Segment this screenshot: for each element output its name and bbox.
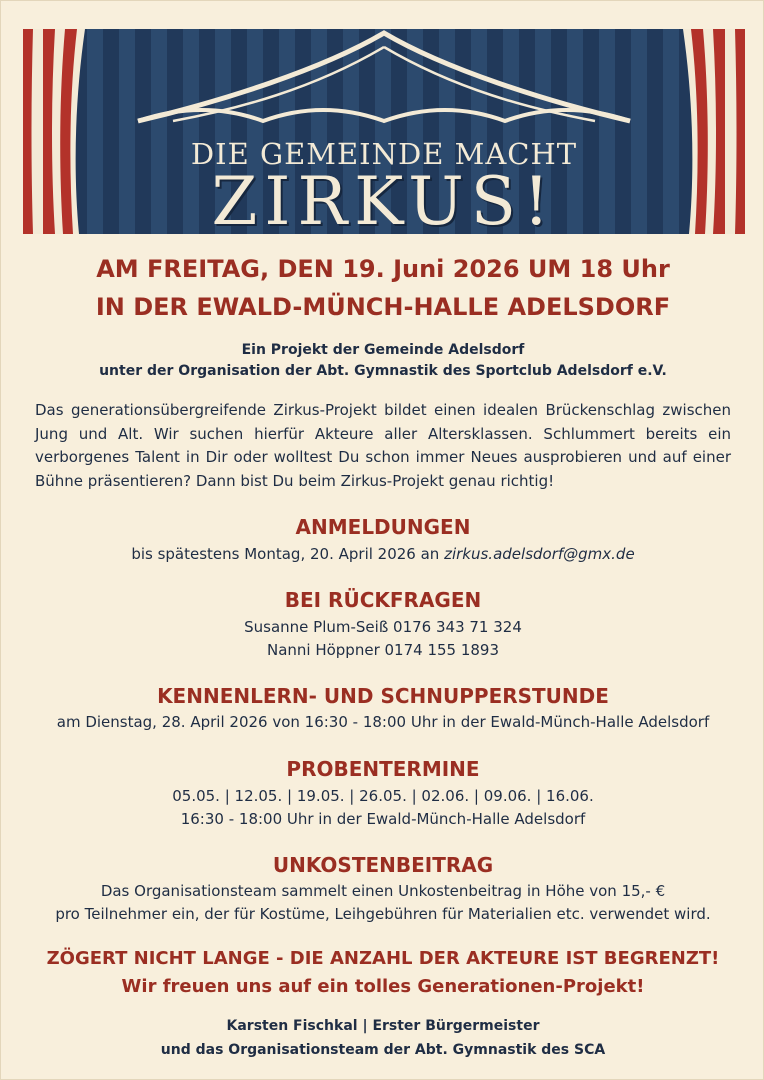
closing-message: Wir freuen uns auf ein tolles Generationen-Projekt! <box>121 976 645 997</box>
registration-email[interactable]: zirkus.adelsdorf@gmx.de <box>444 545 635 563</box>
intro-paragraph: Das generationsübergreifende Zirkus-Projekt bildet einen idealen Brückenschlag zwischen Jung und Alt. Wir suchen hierfür Akteure aller Altersklassen. Schlummert bereits ein verborgenes Talent in Dir oder wolltest Du schon immer Neues ausprobieren und auf einer Bühne präsentieren? Dann bist Du beim Zirkus-Projekt genau richtig! <box>35 401 731 490</box>
fee-line-1: Das Organisationsteam sammelt einen Unkostenbeitrag in Höhe von 15,- € <box>100 882 666 900</box>
signature-line-2: und das Organisationsteam der Abt. Gymnastik des SCA <box>160 1042 606 1058</box>
intro-session-heading: KENNENLERN- UND SCHNUPPERSTUNDE <box>157 684 609 708</box>
circus-banner <box>23 29 745 234</box>
registration-heading: ANMELDUNGEN <box>295 515 471 539</box>
rehearsal-time: 16:30 - 18:00 Uhr in der Ewald-Münch-Halle Adelsdorf <box>180 810 586 828</box>
rehearsal-dates: 05.05. | 12.05. | 19.05. | 26.05. | 02.06. | 09.06. | 16.06. <box>172 787 594 805</box>
banner-title: ZIRKUS! <box>211 163 557 234</box>
project-line-2: unter der Organisation der Abt. Gymnastik des Sportclub Adelsdorf e.V. <box>99 363 667 379</box>
intro-session-text: am Dienstag, 28. April 2026 von 16:30 - 18:00 Uhr in der Ewald-Münch-Halle Adelsdorf <box>56 713 710 731</box>
questions-heading: BEI RÜCKFRAGEN <box>284 588 482 612</box>
contact-2: Nanni Höppner 0174 155 1893 <box>266 641 500 659</box>
registration-deadline: bis spätestens Montag, 20. April 2026 an <box>131 545 445 563</box>
signature-line-1: Karsten Fischkal | Erster Bürgermeister <box>226 1018 540 1034</box>
event-location: IN DER EWALD-MÜNCH-HALLE ADELSDORF <box>95 293 671 321</box>
fee-heading: UNKOSTENBEITRAG <box>272 853 494 877</box>
project-line-1: Ein Projekt der Gemeinde Adelsdorf <box>241 342 525 358</box>
rehearsals-heading: PROBENTERMINE <box>286 757 480 781</box>
contact-1: Susanne Plum-Seiß 0176 343 71 324 <box>244 618 522 636</box>
fee-line-2: pro Teilnehmer ein, der für Kostüme, Leihgebühren für Materialien etc. verwendet wird. <box>55 905 711 923</box>
closing-warning: ZÖGERT NICHT LANGE - DIE ANZAHL DER AKTEURE IST BEGRENZT! <box>46 948 720 969</box>
event-date: AM FREITAG, DEN 19. Juni 2026 UM 18 Uhr <box>96 255 670 283</box>
registration-text <box>1 545 764 563</box>
banner-subtitle: DIE GEMEINDE MACHT <box>190 137 578 171</box>
